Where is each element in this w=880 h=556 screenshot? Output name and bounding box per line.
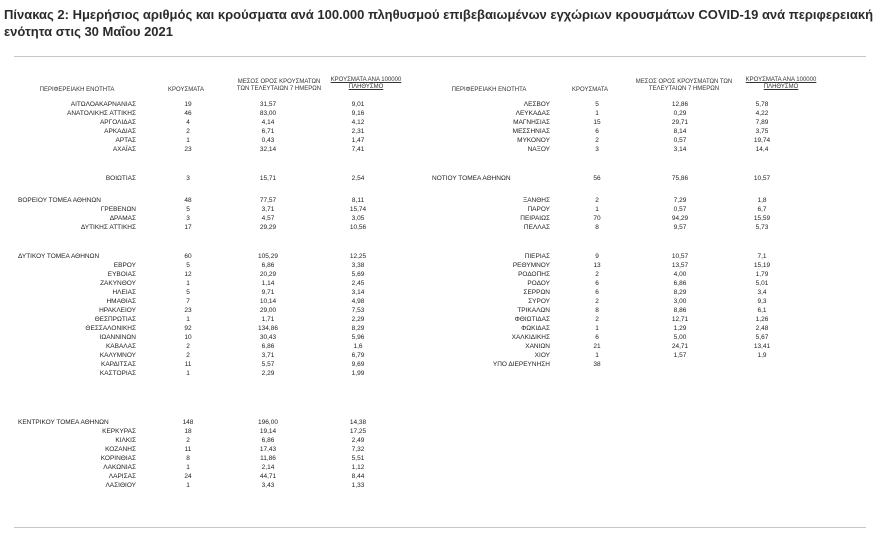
avg-value: 5,00 [673, 334, 687, 341]
cases-value: 21 [593, 343, 601, 350]
left-row [18, 262, 398, 270]
cases-value: 5 [186, 289, 190, 296]
region-name: ΧΑΛΚΙΔΙΚΗΣ [511, 334, 550, 341]
avg-value: 134,86 [258, 325, 278, 332]
region-name: ΡΟΔΟΥ [527, 280, 550, 287]
left-row [18, 137, 398, 145]
cases-value: 18 [184, 428, 192, 435]
region-name: ΘΕΣΠΡΩΤΙΑΣ [94, 316, 136, 323]
per100k-value: 5,67 [755, 334, 769, 341]
per100k-value: 2,29 [351, 316, 365, 323]
avg-value: 6,86 [673, 280, 687, 287]
left-row [18, 215, 398, 223]
right-row [432, 280, 812, 288]
per100k-value: 1,99 [351, 370, 365, 377]
left-row [18, 419, 398, 427]
avg-value: 6,71 [261, 128, 275, 135]
per100k-value: 5,96 [351, 334, 365, 341]
region-name: ΔΥΤΙΚΗΣ ΑΤΤΙΚΗΣ [80, 224, 136, 231]
avg-value: 2,14 [261, 464, 275, 471]
cases-value: 2 [186, 352, 190, 359]
per100k-value: 4,22 [755, 110, 769, 117]
right-row [432, 271, 812, 279]
right-header-cases: ΚΡΟΥΣΜΑΤΑ [572, 87, 608, 93]
cases-value: 10 [184, 334, 192, 341]
right-row [432, 119, 812, 127]
avg-value: 29,71 [671, 119, 689, 126]
cases-value: 7 [186, 298, 190, 305]
region-name: ΣΥΡΟΥ [528, 298, 550, 305]
per100k-value: 13,41 [753, 343, 771, 350]
left-row [18, 206, 398, 214]
region-name: ΚΕΡΚΥΡΑΣ [102, 428, 136, 435]
right-row [432, 289, 812, 297]
avg-value: 0,57 [673, 137, 687, 144]
per100k-value: 1,12 [351, 464, 365, 471]
cases-value: 2 [595, 197, 599, 204]
right-row [432, 215, 812, 223]
avg-value: 6,86 [261, 437, 275, 444]
per100k-value: 7,89 [755, 119, 769, 126]
avg-value: 8,14 [673, 128, 687, 135]
per100k-value: 5,73 [755, 224, 769, 231]
region-name: ΧΙΟΥ [534, 352, 550, 359]
avg-value: 196,00 [258, 419, 278, 426]
region-name: ΚΑΣΤΟΡΙΑΣ [99, 370, 136, 377]
region-name: ΘΕΣΣΑΛΟΝΙΚΗΣ [85, 325, 136, 332]
avg-value: 3,71 [261, 352, 275, 359]
avg-value: 0,57 [673, 206, 687, 213]
per100k-value: 7,1 [757, 253, 767, 260]
left-row [18, 119, 398, 127]
cases-value: 3 [595, 146, 599, 153]
right-row [432, 361, 812, 369]
avg-value: 20,29 [259, 271, 277, 278]
region-name: ΑΡΚΑΔΙΑΣ [104, 128, 136, 135]
avg-value: 8,86 [673, 307, 687, 314]
left-row [18, 271, 398, 279]
cases-value: 92 [184, 325, 192, 332]
region-name: ΑΝΑΤΟΛΙΚΗΣ ΑΤΤΙΚΗΣ [67, 110, 136, 117]
cases-value: 2 [186, 343, 190, 350]
cases-value: 2 [595, 316, 599, 323]
right-row [432, 110, 812, 118]
cases-value: 17 [184, 224, 192, 231]
cases-value: 23 [184, 146, 192, 153]
left-row [18, 361, 398, 369]
cases-value: 15 [593, 119, 601, 126]
cases-value: 60 [184, 253, 192, 260]
cases-value: 13 [593, 262, 601, 269]
cases-value: 24 [184, 473, 192, 480]
avg-value: 19,14 [259, 428, 277, 435]
per100k-value: 5,51 [351, 455, 365, 462]
region-name: ΑΡΓΟΛΙΔΑΣ [99, 119, 136, 126]
cases-value: 1 [595, 110, 599, 117]
cases-value: 19 [184, 101, 192, 108]
avg-value: 13,57 [671, 262, 689, 269]
right-header-per100k: ΚΡΟΥΣΜΑΤΑ ΑΝΑ 100000 ΠΛΗΘΥΣΜΟ [745, 77, 817, 90]
avg-value: 0,29 [673, 110, 687, 117]
per100k-value: 1,9 [757, 352, 767, 359]
region-name: ΝΑΞΟΥ [527, 146, 550, 153]
per100k-value: 15,19 [753, 262, 771, 269]
region-name: ΙΩΑΝΝΙΝΩΝ [99, 334, 136, 341]
left-row [18, 307, 398, 315]
per100k-value: 15,74 [349, 206, 367, 213]
left-row [18, 101, 398, 109]
cases-value: 8 [595, 307, 599, 314]
left-row [18, 370, 398, 378]
avg-value: 29,00 [259, 307, 277, 314]
data-table [14, 56, 866, 528]
per100k-value: 2,54 [351, 175, 365, 182]
per100k-value: 6,7 [757, 206, 767, 213]
region-name: ΜΥΚΟΝΟΥ [517, 137, 550, 144]
per100k-value: 9,69 [351, 361, 365, 368]
per100k-value: 3,4 [757, 289, 767, 296]
avg-value: 94,29 [671, 215, 689, 222]
region-name: ΞΑΝΘΗΣ [522, 197, 550, 204]
region-name: ΖΑΚΥΝΘΟΥ [100, 280, 136, 287]
left-row [18, 289, 398, 297]
cases-value: 4 [186, 119, 190, 126]
region-name: ΛΕΣΒΟΥ [523, 101, 550, 108]
avg-value: 11,86 [260, 455, 276, 462]
region-name: ΤΡΙΚΑΛΩΝ [517, 307, 550, 314]
region-name: ΗΜΑΘΙΑΣ [106, 298, 136, 305]
cases-value: 3 [186, 215, 190, 222]
avg-value: 77,57 [259, 197, 277, 204]
avg-value: 105,29 [258, 253, 278, 260]
left-header-per100k: ΚΡΟΥΣΜΑΤΑ ΑΝΑ 100000 ΠΛΗΘΥΣΜΟ [330, 77, 402, 90]
cases-value: 1 [186, 370, 190, 377]
region-name: ΣΕΡΡΩΝ [523, 289, 550, 296]
region-name: ΔΥΤΙΚΟΥ ΤΟΜΕΑ ΑΘΗΝΩΝ [18, 253, 100, 260]
cases-value: 1 [186, 280, 190, 287]
per100k-value: 3,75 [755, 128, 769, 135]
region-name: ΛΑΣΙΘΙΟΥ [105, 482, 136, 489]
cases-value: 1 [186, 137, 190, 144]
right-row [432, 352, 812, 360]
left-row [18, 455, 398, 463]
per100k-value: 1,47 [351, 137, 365, 144]
per100k-value: 7,32 [351, 446, 365, 453]
region-name: ΗΡΑΚΛΕΙΟΥ [99, 307, 136, 314]
region-name: ΗΛΕΙΑΣ [112, 289, 136, 296]
left-row [18, 280, 398, 288]
per100k-value: 8,29 [351, 325, 365, 332]
per100k-value: 1,79 [755, 271, 769, 278]
region-name: ΚΑΒΑΛΑΣ [105, 343, 136, 350]
left-row [18, 428, 398, 436]
region-name: ΠΑΡΟΥ [527, 206, 550, 213]
per100k-value: 3,05 [351, 215, 365, 222]
avg-value: 3,14 [673, 146, 687, 153]
right-row [432, 128, 812, 136]
left-row [18, 298, 398, 306]
per100k-value: 14,38 [349, 419, 367, 426]
avg-value: 32,14 [259, 146, 277, 153]
cases-value: 11 [184, 361, 192, 368]
avg-value: 12,86 [671, 101, 689, 108]
cases-value: 2 [186, 437, 190, 444]
right-row [432, 101, 812, 109]
right-row [432, 175, 812, 183]
per100k-value: 9,16 [351, 110, 365, 117]
per100k-value: 3,14 [351, 289, 365, 296]
avg-value: 7,29 [673, 197, 687, 204]
cases-value: 8 [595, 224, 599, 231]
per100k-value: 5,69 [351, 271, 365, 278]
avg-value: 83,00 [259, 110, 277, 117]
right-row [432, 262, 812, 270]
right-row [432, 146, 812, 154]
region-name: ΦΩΚΙΔΑΣ [521, 325, 550, 332]
cases-value: 1 [595, 325, 599, 332]
cases-value: 6 [595, 280, 599, 287]
region-name: ΚΟΖΑΝΗΣ [105, 446, 136, 453]
per100k-value: 10,56 [349, 224, 367, 231]
right-row [432, 206, 812, 214]
left-row [18, 146, 398, 154]
avg-value: 3,43 [261, 482, 275, 489]
avg-value: 17,43 [259, 446, 277, 453]
left-row [18, 473, 398, 481]
avg-value: 15,71 [259, 175, 277, 182]
region-name: ΛΕΥΚΑΔΑΣ [515, 110, 550, 117]
avg-value: 75,86 [671, 175, 689, 182]
region-name: ΕΥΒΟΙΑΣ [107, 271, 136, 278]
cases-value: 5 [186, 206, 190, 213]
per100k-value: 7,41 [351, 146, 365, 153]
per100k-value: 2,49 [351, 437, 365, 444]
avg-value: 2,29 [261, 370, 275, 377]
avg-value: 30,43 [259, 334, 277, 341]
left-header-avg: ΜΕΣΟΣ ΟΡΟΣ ΚΡΟΥΣΜΑΤΩΝ ΤΩΝ ΤΕΛΕΥΤΑΙΩΝ 7 ΗΜΕΡΩΝ [236, 79, 322, 92]
region-name: ΑΧΑΪΑΣ [112, 146, 136, 153]
right-header-avg: ΜΕΣΟΣ ΟΡΟΣ ΚΡΟΥΣΜΑΤΩΝ ΤΩΝ ΤΕΛΕΥΤΑΙΩΝ 7 ΗΜΕΡΩΝ [635, 79, 733, 92]
per100k-value: 2,31 [351, 128, 365, 135]
avg-value: 44,71 [259, 473, 277, 480]
per100k-value: 1,26 [755, 316, 769, 323]
per100k-value: 2,45 [351, 280, 365, 287]
avg-value: 1,29 [673, 325, 687, 332]
cases-value: 70 [593, 215, 601, 222]
region-name: ΡΟΔΟΠΗΣ [518, 271, 550, 278]
per100k-value: 14,4 [755, 146, 769, 153]
region-name: ΡΕΘΥΜΝΟΥ [512, 262, 550, 269]
per100k-value: 17,25 [349, 428, 367, 435]
right-row [432, 343, 812, 351]
avg-value: 5,57 [261, 361, 275, 368]
region-name: ΥΠΟ ΔΙΕΡΕΥΝΗΣΗ [492, 361, 550, 368]
left-row [18, 464, 398, 472]
per100k-value: 4,98 [351, 298, 365, 305]
cases-value: 148 [182, 419, 194, 426]
per100k-value: 5,01 [755, 280, 769, 287]
region-name: ΑΙΤΩΛΟΑΚΑΡΝΑΝΙΑΣ [70, 101, 136, 108]
right-row [432, 316, 812, 324]
region-name: ΚΙΛΚΙΣ [115, 437, 136, 444]
right-row [432, 298, 812, 306]
region-name: ΠΙΕΡΙΑΣ [524, 253, 550, 260]
cases-value: 2 [595, 137, 599, 144]
region-name: ΛΑΡΙΣΑΣ [108, 473, 136, 480]
cases-value: 6 [595, 334, 599, 341]
region-name: ΕΒΡΟΥ [113, 262, 136, 269]
avg-value: 4,57 [261, 215, 275, 222]
avg-value: 3,71 [261, 206, 275, 213]
cases-value: 1 [186, 482, 190, 489]
cases-value: 6 [595, 289, 599, 296]
cases-value: 9 [595, 253, 599, 260]
cases-value: 11 [184, 446, 192, 453]
avg-value: 10,57 [671, 253, 689, 260]
per100k-value: 2,48 [755, 325, 769, 332]
table-title: Πίνακας 2: Ημερήσιος αριθμός και κρούσματα ανά 100.000 πληθυσμού επιβεβαιωμένων εγχώριων κρουσμάτων COVID-19 ανά περιφερειακή ενότητα στις 30 Μαΐου 2021 [4, 7, 874, 39]
per100k-value: 1,33 [351, 482, 365, 489]
cases-value: 5 [186, 262, 190, 269]
per100k-value: 4,12 [351, 119, 365, 126]
per100k-value: 9,01 [351, 101, 365, 108]
avg-value: 0,43 [261, 137, 275, 144]
cases-value: 6 [595, 128, 599, 135]
left-row [18, 446, 398, 454]
per100k-value: 12,25 [349, 253, 367, 260]
avg-value: 9,57 [673, 224, 687, 231]
per100k-value: 10,57 [753, 175, 771, 182]
region-name: ΠΕΛΛΑΣ [523, 224, 550, 231]
left-row [18, 343, 398, 351]
avg-value: 3,00 [673, 298, 687, 305]
avg-value: 4,00 [673, 271, 687, 278]
right-row [432, 253, 812, 261]
avg-value: 4,14 [261, 119, 275, 126]
avg-value: 24,71 [671, 343, 689, 350]
cases-value: 2 [186, 128, 190, 135]
cases-value: 48 [184, 197, 192, 204]
avg-value: 6,86 [261, 262, 275, 269]
region-name: ΜΕΣΣΗΝΙΑΣ [512, 128, 550, 135]
cases-value: 8 [186, 455, 190, 462]
cases-value: 56 [593, 175, 601, 182]
region-name: ΚΑΡΔΙΤΣΑΣ [100, 361, 136, 368]
region-name: ΚΕΝΤΡΙΚΟΥ ΤΟΜΕΑ ΑΘΗΝΩΝ [18, 419, 109, 426]
avg-value: 6,86 [261, 343, 275, 350]
avg-value: 1,71 [261, 316, 275, 323]
region-name: ΚΟΡΙΝΘΙΑΣ [100, 455, 136, 462]
left-row [18, 253, 398, 261]
left-row [18, 437, 398, 445]
cases-value: 1 [595, 352, 599, 359]
cases-value: 38 [593, 361, 601, 368]
left-row [18, 325, 398, 333]
cases-value: 2 [595, 298, 599, 305]
per100k-value: 8,11 [351, 197, 365, 204]
region-name: ΛΑΚΩΝΙΑΣ [103, 464, 136, 471]
per100k-value: 1,6 [353, 343, 363, 350]
cases-value: 1 [186, 316, 190, 323]
region-name: ΔΡΑΜΑΣ [109, 215, 136, 222]
right-header-region: ΠΕΡΙΦΕΡΕΙΑΚΗ ΕΝΟΤΗΤΑ [451, 87, 527, 93]
cases-value: 12 [184, 271, 192, 278]
cases-value: 23 [184, 307, 192, 314]
left-row [18, 224, 398, 232]
region-name: ΑΡΤΑΣ [115, 137, 136, 144]
cases-value: 3 [186, 175, 190, 182]
avg-value: 31,57 [259, 101, 277, 108]
cases-value: 2 [595, 271, 599, 278]
cases-value: 1 [186, 464, 190, 471]
avg-value: 12,71 [671, 316, 689, 323]
left-row [18, 352, 398, 360]
left-row [18, 128, 398, 136]
avg-value: 29,29 [259, 224, 277, 231]
region-name: ΚΑΛΥΜΝΟΥ [99, 352, 136, 359]
per100k-value: 15,59 [753, 215, 771, 222]
region-name: ΧΑΝΙΩΝ [525, 343, 550, 350]
per100k-value: 3,38 [351, 262, 365, 269]
avg-value: 1,57 [673, 352, 687, 359]
right-row [432, 137, 812, 145]
left-row [18, 334, 398, 342]
left-row [18, 316, 398, 324]
region-name: ΦΘΙΩΤΙΔΑΣ [514, 316, 550, 323]
per100k-value: 1,8 [757, 197, 767, 204]
right-row [432, 307, 812, 315]
region-name: ΓΡΕΒΕΝΩΝ [100, 206, 136, 213]
per100k-value: 6,1 [757, 307, 767, 314]
left-row [18, 110, 398, 118]
right-row [432, 334, 812, 342]
per100k-value: 6,79 [351, 352, 365, 359]
left-row [18, 175, 398, 183]
per100k-value: 5,78 [755, 101, 769, 108]
cases-value: 46 [184, 110, 192, 117]
per100k-value: 9,3 [757, 298, 767, 305]
cases-value: 1 [595, 206, 599, 213]
per100k-value: 7,53 [351, 307, 365, 314]
region-name: ΒΟΙΩΤΙΑΣ [105, 175, 136, 182]
region-name: ΝΟΤΙΟΥ ΤΟΜΕΑ ΑΘΗΝΩΝ [432, 175, 511, 182]
right-row [432, 325, 812, 333]
left-header-region: ΠΕΡΙΦΕΡΕΙΑΚΗ ΕΝΟΤΗΤΑ [39, 87, 115, 93]
left-row [18, 197, 398, 205]
avg-value: 9,71 [261, 289, 275, 296]
avg-value: 1,14 [261, 280, 275, 287]
region-name: ΒΟΡΕΙΟΥ ΤΟΜΕΑ ΑΘΗΝΩΝ [18, 197, 101, 204]
per100k-value: 8,44 [351, 473, 365, 480]
right-row [432, 224, 812, 232]
avg-value: 8,29 [673, 289, 687, 296]
region-name: ΜΑΓΝΗΣΙΑΣ [513, 119, 550, 126]
left-row [18, 482, 398, 490]
region-name: ΠΕΙΡΑΙΩΣ [520, 215, 550, 222]
per100k-value: 19,74 [753, 137, 771, 144]
cases-value: 5 [595, 101, 599, 108]
right-row [432, 197, 812, 205]
avg-value: 10,14 [259, 298, 277, 305]
left-header-cases: ΚΡΟΥΣΜΑΤΑ [168, 87, 204, 93]
